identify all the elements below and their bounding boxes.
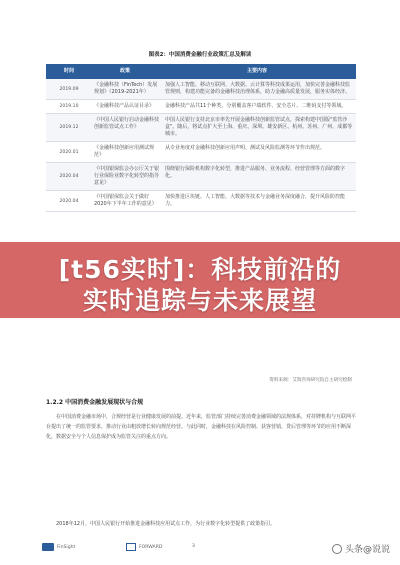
row-time: 2020.04 [59, 198, 79, 204]
logo-text: FORWARD [139, 544, 163, 550]
row-content: 中国人民银行支持北京市率先开展金融科技创新监管试点，探索构建中国版"监管沙盒"。随后，将试点扩大至上海、重庆、深圳、雄安新区、杭州、苏州、广州、成都等城市。 [165, 117, 353, 137]
header-content: 主要内容 [246, 68, 267, 74]
table-row [46, 163, 356, 191]
row-content: 从专业角度对金融科技创新应用声明、测试及风险监测等环节作出规范。 [165, 145, 326, 151]
row-policy: 《中国银保监会关于做好2020年下半年工作的意见》 [94, 194, 157, 207]
forward-logo-icon [126, 543, 136, 551]
row-time: 2020.01 [59, 149, 79, 155]
page-footer [42, 541, 362, 555]
footer-logo-forward [126, 543, 162, 551]
row-policy: 《金融科技创新应用测试规范》 [94, 145, 155, 158]
row-time: 2019.09 [59, 86, 79, 92]
row-policy: 《金融科技（FinTech）发展规划》（2019-2021年） [94, 82, 158, 95]
page-number: 3 [192, 544, 195, 549]
table-row [46, 142, 356, 163]
row-policy: 《金融科技产品认证目录》 [94, 103, 155, 109]
table-row [46, 114, 356, 142]
row-time: 2019.10 [59, 104, 79, 109]
footer-logo-finsight [42, 543, 75, 551]
row-content: 加快推进区块链、人工智能、大数据等技术与金融业务深度融合，提升风险防控能力。 [165, 194, 346, 207]
table-row [46, 100, 356, 114]
watermark-text: 头条@说说 [344, 545, 390, 555]
table-caption: 图表2：中国消费金融行业政策汇总及解读 [148, 52, 252, 58]
header-policy: 政策 [119, 68, 130, 74]
table-row [46, 191, 356, 212]
logo-text: FinSight [57, 544, 76, 550]
table-row [46, 79, 356, 100]
watermark-icon [332, 544, 342, 554]
row-time: 2020.04 [59, 174, 79, 179]
row-policy: 《中国人民银行启动金融科技创新监管试点工作》 [94, 117, 160, 130]
watermark [332, 542, 390, 555]
body-paragraph: 在中国消费金融市场中，合规经营是行业健康发展的前提。近年来，监管部门持续完善消费金融领域的法规体系，对持牌机构与互联网平台提出了统一的监管要求，推动行业由粗放增长转向规范经营。与此同时，金融科技在风险控制、获客营销、贷后管理等环节的应用不断深化，数据安全与个人信息保护成为监管关注的重点方向。 [46, 414, 357, 440]
row-content: 加强人工智能、移动互联网、大数据、云计算等科技成果运用，加快完善金融科技监管规则，构建功能完备的金融科技治理体系，助力金融高质量发展，服务实体经济。 [165, 82, 351, 95]
row-policy: 《中国银保监会办公厅关于银行业保险业数字化转型的指导意见》 [94, 166, 160, 186]
headline-line-2: 实时追踪与未来展望 [82, 286, 317, 315]
table-header [46, 64, 356, 79]
body-paragraph: 2018年12月，中国人民银行开始推进金融科技应用试点工作，为行业数字化转型提供了政策指引。 [56, 521, 276, 527]
row-content: 金融科技产品共11个种类，分别覆盖客户端软件、安全芯片、二维码支付等领域。 [165, 103, 347, 109]
table-source-note: 资料来源：艾瑞咨询研究院自主研究绘制 [269, 378, 352, 383]
row-time: 2019.12 [59, 125, 79, 130]
policy-table [46, 64, 356, 212]
headline-line-1: [t56实时]：科技前沿的 [58, 255, 342, 284]
finsight-logo-icon [42, 543, 54, 551]
table-body [46, 79, 356, 212]
section-heading: 1.2.2 中国消费金融发展现状与合规 [46, 399, 144, 406]
header-time: 时间 [63, 68, 74, 74]
row-content: 围绕银行保险机构数字化转型，推进产品服务、业务流程、经营管理等方面的数字化。 [165, 166, 346, 179]
